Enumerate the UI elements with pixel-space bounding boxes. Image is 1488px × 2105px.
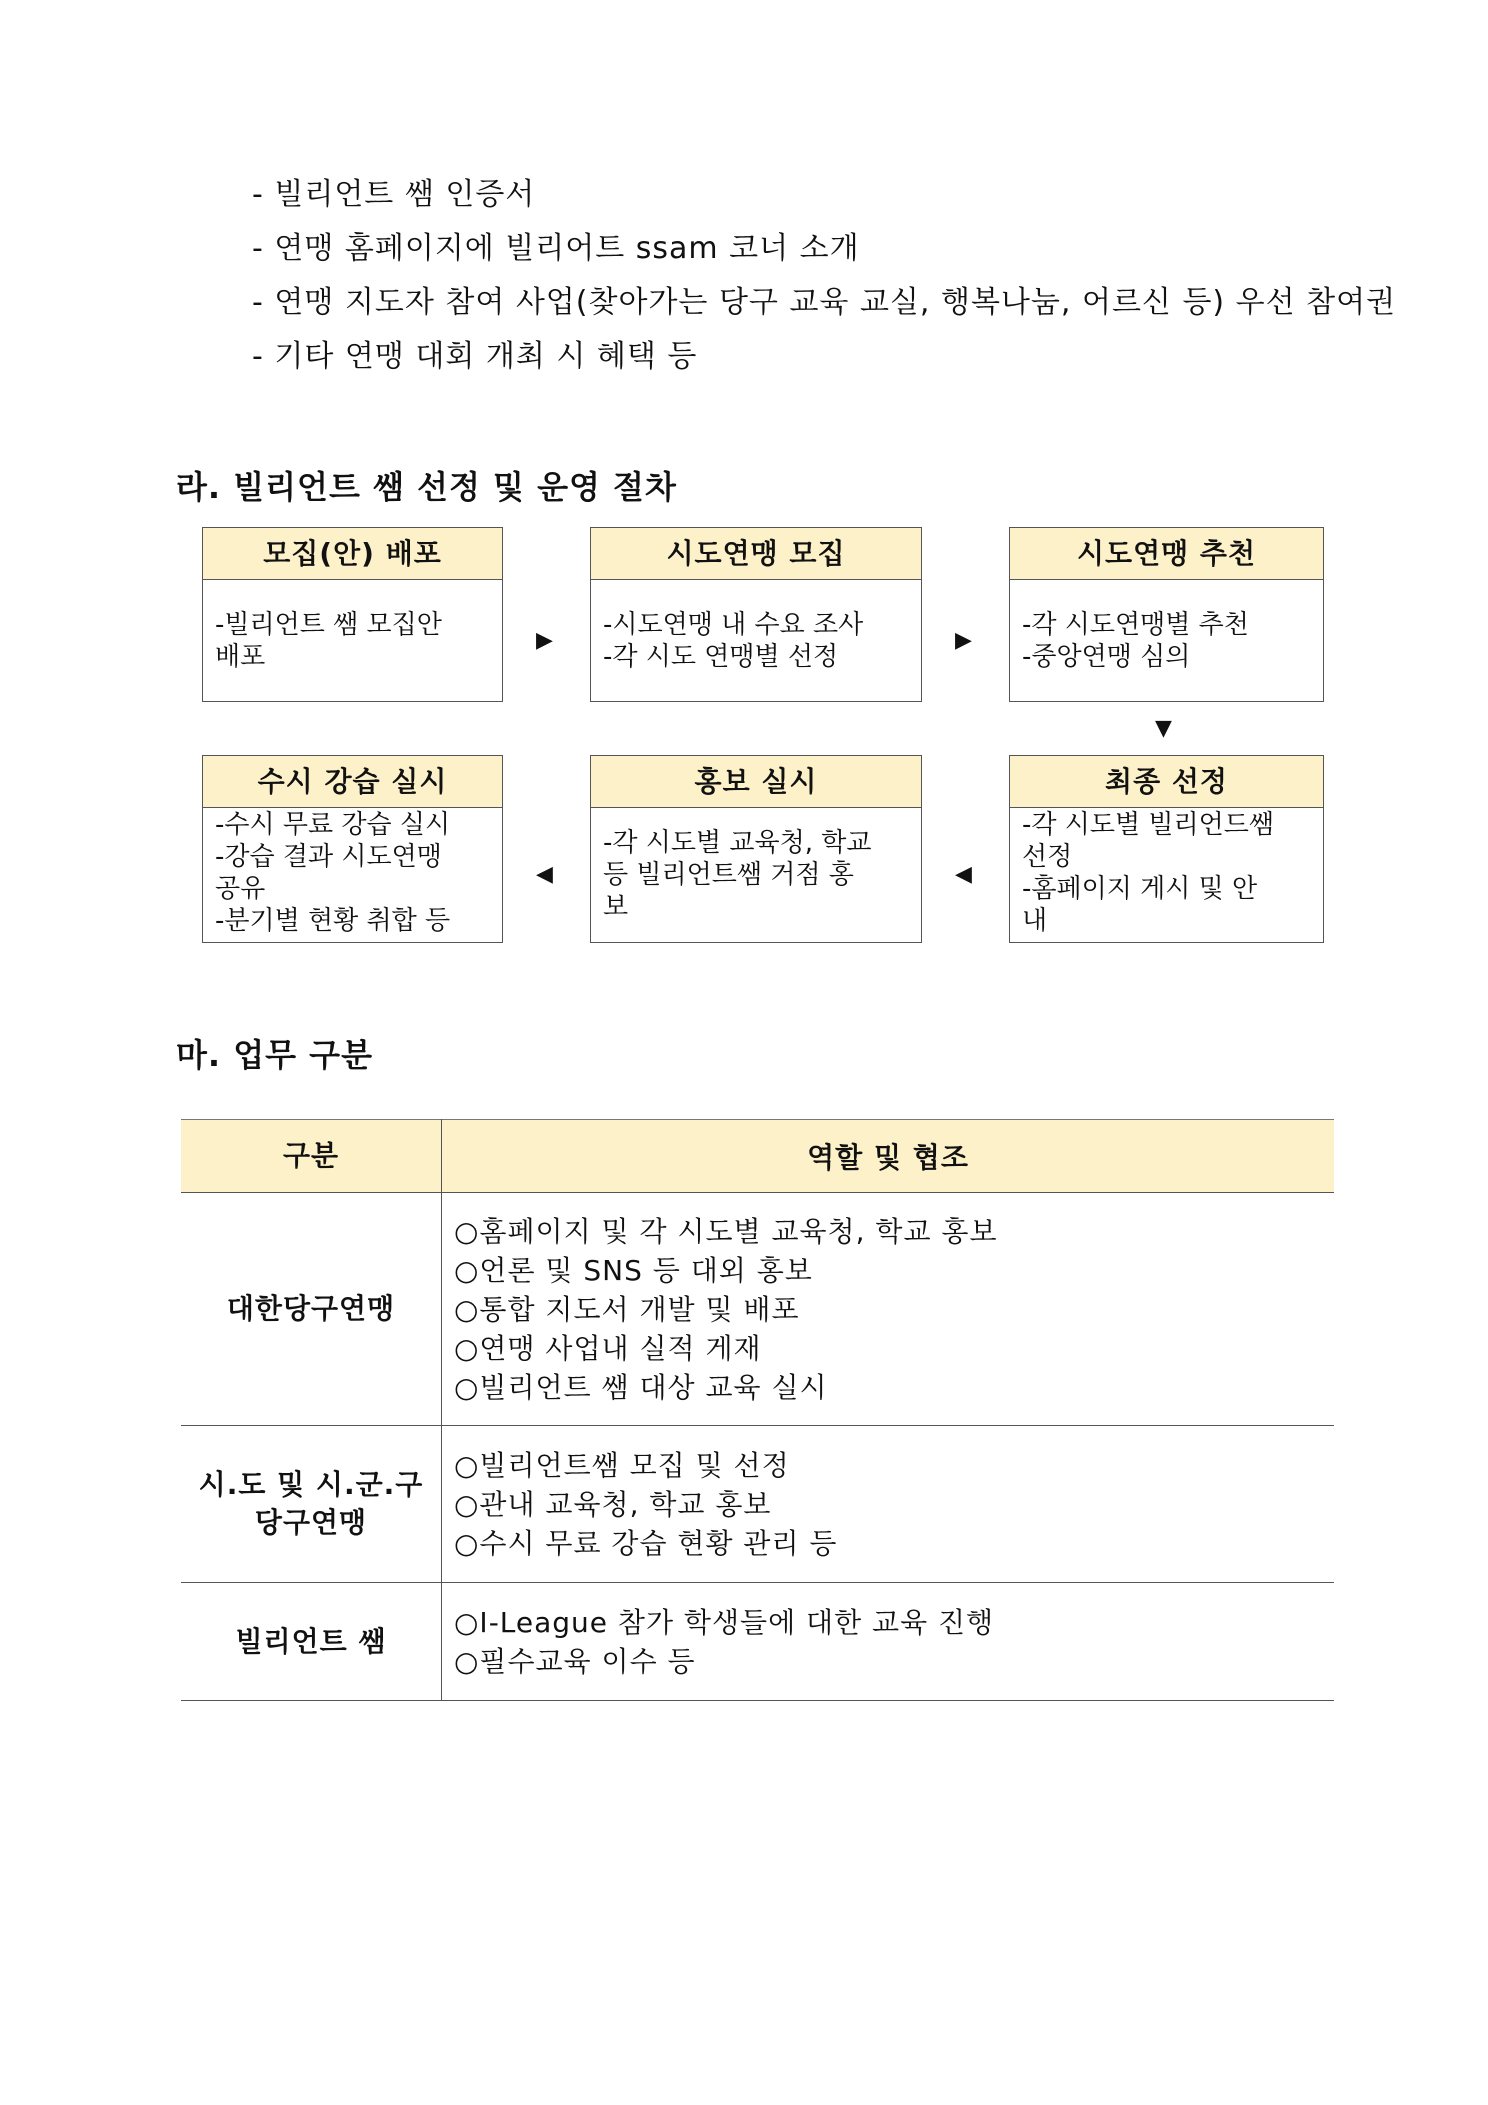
division-label: 당구연맹: [254, 1506, 368, 1539]
procedure-step-recruit-notice: [202, 527, 503, 702]
step-title: 모집(안) 배포: [203, 528, 502, 580]
step-title: 최종 선정: [1010, 756, 1323, 808]
step-line: -수시 무료 강습 실시: [215, 810, 451, 840]
procedure-step-provincial-recommend: [1009, 527, 1324, 702]
step-line: -각 시도 연맹별 선정: [603, 641, 839, 672]
step-line: -홈페이지 게시 및 안: [1022, 874, 1258, 904]
role-item: ○빌리언트쌤 모집 및 선정: [454, 1448, 790, 1482]
step-line: -강습 결과 시도연맹: [215, 842, 442, 872]
procedure-step-final-selection: [1009, 755, 1324, 943]
division-cell: [181, 1193, 442, 1426]
division-label: 대한당구연맹: [226, 1292, 396, 1325]
step-line: 공유: [215, 874, 266, 904]
role-item: ○통합 지도서 개발 및 배포: [454, 1292, 800, 1326]
step-body: [203, 580, 502, 701]
arrow-left-icon: ◀: [955, 862, 972, 887]
table-header-row: [181, 1120, 1334, 1193]
step-line: 내: [1022, 906, 1048, 936]
step-line: -각 시도별 빌리언드쌤: [1022, 810, 1274, 840]
step-title: 수시 강습 실시: [203, 756, 502, 808]
role-item: ○언론 및 SNS 등 대외 홍보: [454, 1253, 813, 1287]
benefits-list: [252, 168, 1396, 384]
step-line: -분기별 현황 취합 등: [215, 906, 451, 936]
step-body: [1010, 580, 1323, 701]
table-row: [181, 1193, 1334, 1426]
arrow-down-icon: ▼: [1155, 716, 1172, 741]
procedure-step-promotion: [590, 755, 922, 943]
step-body: [591, 580, 921, 701]
benefit-item: - 빌리언트 쌤 인증서: [252, 177, 536, 212]
arrow-left-icon: ◀: [536, 862, 553, 887]
benefit-item: - 연맹 지도자 참여 사업(찾아가는 당구 교육 교실, 행복나눔, 어르신 등) 우선 참여권: [252, 285, 1397, 320]
table-row: [181, 1583, 1334, 1701]
benefit-item: - 연맹 홈페이지에 빌리어트 ssam 코너 소개: [252, 231, 860, 266]
section-title-procedure: 라. 빌리언트 쌤 선정 및 운영 절차: [176, 468, 677, 506]
step-body: [1010, 808, 1323, 937]
procedure-step-provincial-recruit: [590, 527, 922, 702]
division-label: 시.도 및 시.군.구: [198, 1468, 424, 1501]
duties-table: [181, 1119, 1334, 1701]
step-line: -빌리언트 쌤 모집안: [215, 609, 442, 640]
header-division: 구분: [181, 1120, 442, 1193]
role-cell: [442, 1193, 1335, 1426]
role-item: ○I-League 참가 학생들에 대한 교육 진행: [454, 1605, 995, 1639]
step-line: -중앙연맹 심의: [1022, 641, 1191, 672]
step-title: 홍보 실시: [591, 756, 921, 808]
role-item: ○연맹 사업내 실적 게재: [454, 1331, 762, 1365]
arrow-right-icon: ▶: [955, 628, 972, 653]
step-body: [591, 808, 921, 942]
procedure-step-lessons: [202, 755, 503, 943]
step-line: 선정: [1022, 842, 1073, 872]
benefit-item: - 기타 연맹 대회 개최 시 혜택 등: [252, 339, 698, 374]
step-body: [203, 808, 502, 937]
role-item: ○홈페이지 및 각 시도별 교육청, 학교 홍보: [454, 1214, 998, 1248]
role-item: ○빌리언트 쌤 대상 교육 실시: [454, 1370, 828, 1404]
role-cell: [442, 1426, 1335, 1583]
step-line: 등 빌리언트쌤 거점 홍: [603, 860, 854, 890]
role-item: ○관내 교육청, 학교 홍보: [454, 1487, 772, 1521]
step-title: 시도연맹 추천: [1010, 528, 1323, 580]
step-line: -각 시도연맹별 추천: [1022, 609, 1249, 640]
role-item: ○필수교육 이수 등: [454, 1644, 696, 1678]
role-cell: [442, 1583, 1335, 1701]
arrow-right-icon: ▶: [536, 628, 553, 653]
role-item: ○수시 무료 강습 현황 관리 등: [454, 1526, 838, 1560]
step-line: -시도연맹 내 수요 조사: [603, 609, 864, 640]
header-role: 역할 및 협조: [442, 1120, 1335, 1193]
section-title-duties: 마. 업무 구분: [176, 1036, 373, 1074]
step-line: 배포: [215, 641, 266, 672]
step-line: 보: [603, 892, 629, 922]
division-cell: [181, 1583, 442, 1701]
step-title: 시도연맹 모집: [591, 528, 921, 580]
division-cell: [181, 1426, 442, 1583]
table-row: [181, 1426, 1334, 1583]
step-line: -각 시도별 교육청, 학교: [603, 828, 872, 858]
division-label: 빌리언트 쌤: [235, 1624, 387, 1658]
